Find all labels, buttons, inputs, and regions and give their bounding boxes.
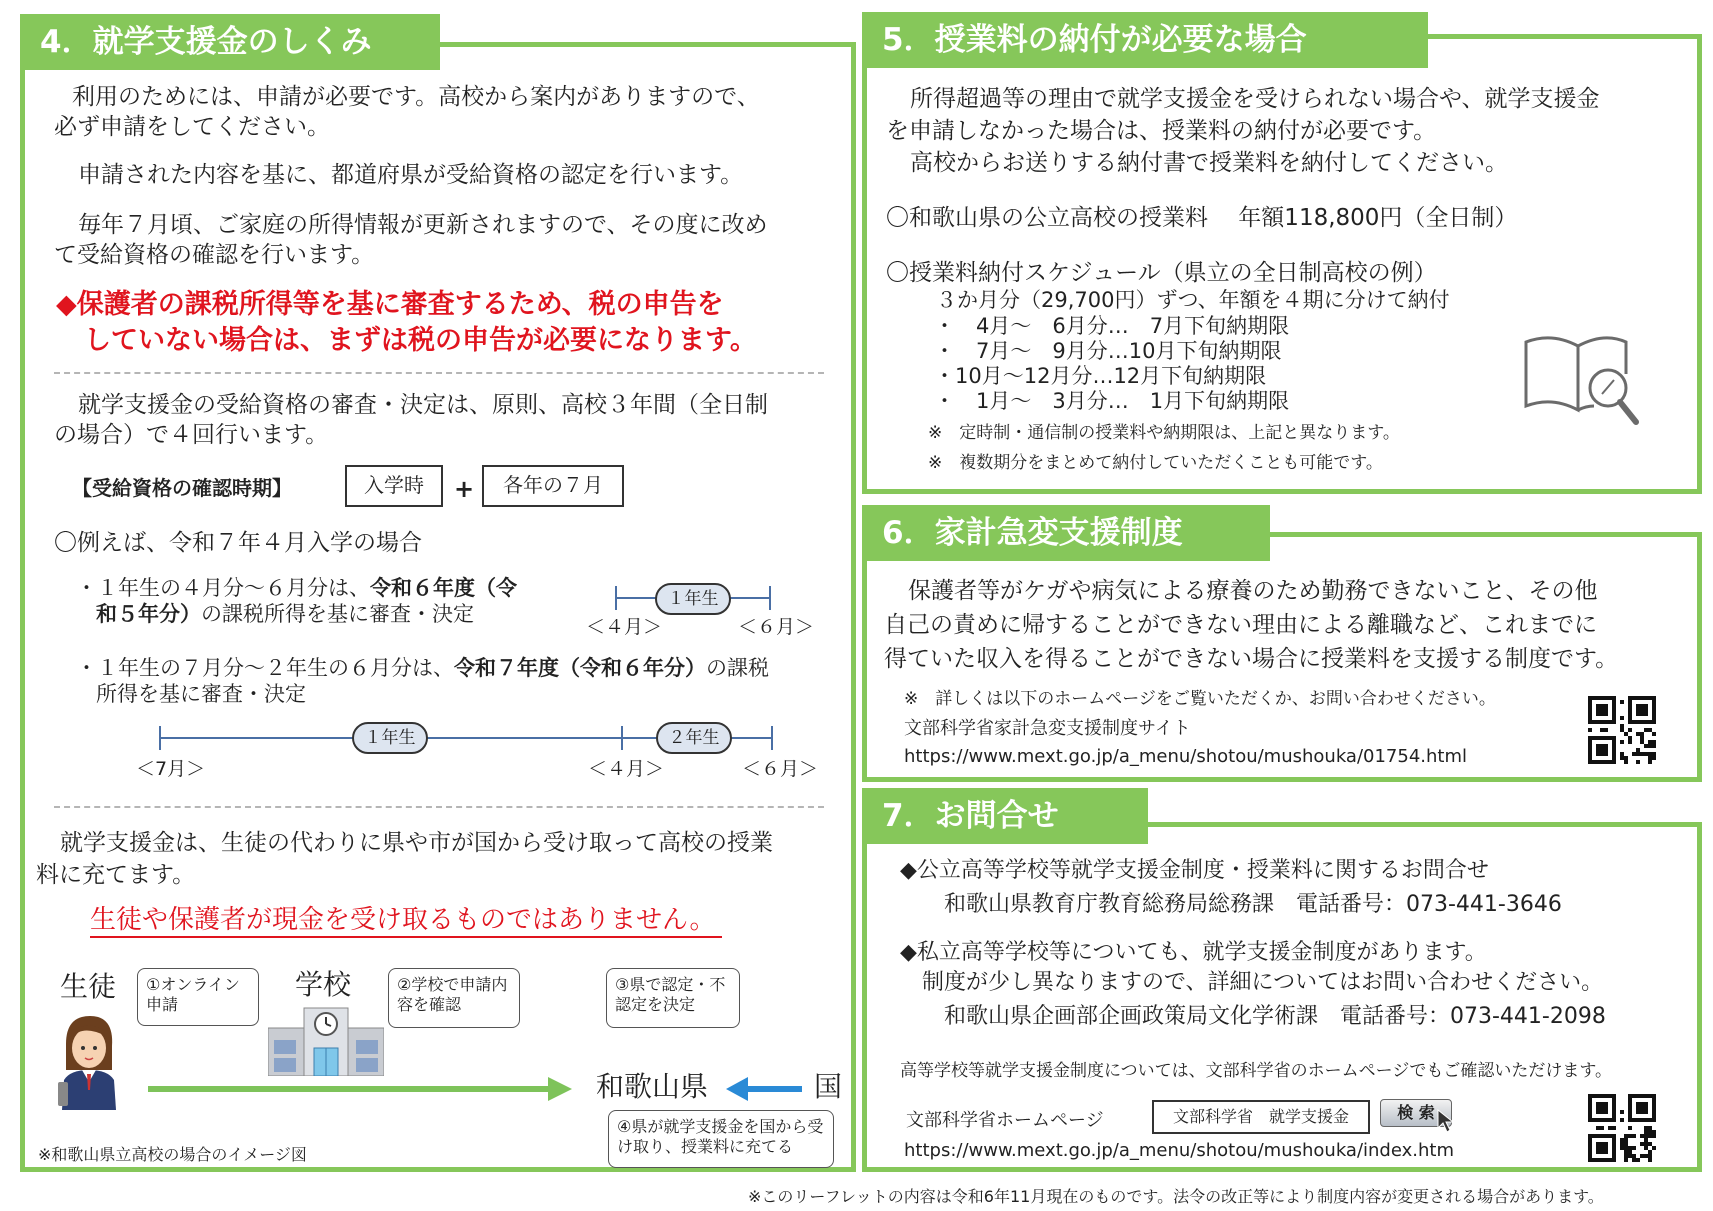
arrow-right-icon	[148, 1074, 572, 1104]
flow-nation-label: 国	[814, 1070, 843, 1103]
confirm-plus: +	[454, 475, 475, 503]
s5-fee: 〇和歌山県の公立高校の授業料 年額118,800円（全日制）	[886, 205, 1518, 231]
bullet-1-line2: 和５年分）の課税所得を基に審査・決定	[96, 602, 474, 626]
s4-paragraph-5a: 就学支援金は、生徒の代わりに県や市が国から受け取って高校の授業	[60, 830, 773, 856]
s5-paragraph-1a: 所得超過等の理由で就学支援金を受けられない場合や、就学支援金	[910, 86, 1600, 112]
section-5-title: 5．授業料の納付が必要な場合	[862, 12, 1428, 68]
timeline-1-pill: １年生	[655, 583, 731, 615]
divider	[54, 806, 824, 808]
s4-paragraph-1a: 利用のためには、申請が必要です。高校から案内がありますので、	[72, 84, 760, 110]
flow-student-label: 生徒	[60, 970, 117, 1003]
s7-inquiry-2-sub: 制度が少し異なりますので、詳細についてはお問い合わせください。	[922, 970, 1604, 995]
s6-paragraph-1a: 保護者等がケガや病気による療養のため勤務できないこと、その他	[908, 578, 1598, 604]
confirm-box-enrollment: 入学時	[345, 465, 443, 507]
flow-step-2: ②学校で申請内容を確認	[388, 968, 520, 1028]
flow-step-1: ①オンライン申請	[137, 968, 259, 1026]
search-input[interactable]: 文部科学省 就学支援金	[1152, 1100, 1370, 1134]
s7-hp-label: 文部科学省ホームページ	[906, 1110, 1104, 1131]
flow-step-4: ④県が就学支援金を国から受け取り、授業料に充てる	[608, 1110, 834, 1168]
confirm-box-july: 各年の７月	[482, 465, 624, 507]
s4-warning-1: ◆保護者の課税所得等を基に審査するため、税の申告を	[56, 289, 724, 320]
s4-example: 〇例えば、令和７年４月入学の場合	[54, 530, 422, 556]
bullet-2-line2: 所得を基に審査・決定	[96, 682, 306, 706]
s5-schedule-row: ・ 4月～ 6月分… 7月下旬納期限	[934, 314, 1290, 338]
s7-inquiry-1: ◆公立高等学校等就学支援金制度・授業料に関するお問合せ	[900, 858, 1489, 883]
school-building-icon	[268, 1004, 384, 1076]
confirm-period-label: 【受給資格の確認時期】	[72, 476, 292, 500]
cursor-icon	[1436, 1108, 1460, 1134]
flow-prefecture-label: 和歌山県	[596, 1070, 709, 1103]
search-button-label: 検 索	[1397, 1103, 1435, 1122]
flow-step-3: ③県で認定・不認定を決定	[606, 968, 740, 1028]
s6-paragraph-1c: 得ていた収入を得ることができない場合に授業料を支援する制度です。	[884, 646, 1619, 672]
timeline-2-label-1: ＜7月＞	[136, 758, 206, 780]
timeline-2-label-3: ＜６月＞	[742, 758, 819, 780]
timeline-1-left: ＜４月＞	[586, 616, 663, 638]
book-magnifier-icon	[1522, 330, 1640, 430]
s5-schedule-row: ・ 1月～ 3月分… 1月下旬納期限	[934, 389, 1290, 413]
s6-url[interactable]: https://www.mext.go.jp/a_menu/shotou/mushouka/01754.html	[904, 746, 1468, 767]
section-7-title: 7．お問合せ	[862, 788, 1148, 844]
qr-code-icon	[1588, 696, 1656, 764]
flow-caption: ※和歌山県立高校の場合のイメージ図	[38, 1145, 307, 1164]
s5-schedule-title: 〇授業料納付スケジュール（県立の全日制高校の例）	[886, 260, 1437, 286]
s5-paragraph-1b: を申請しなかった場合は、授業料の納付が必要です。	[886, 118, 1437, 144]
timeline-1-right: ＜６月＞	[738, 616, 815, 638]
footer-note: ※このリーフレットの内容は令和6年11月現在のものです。法令の改正等により制度内容が変更される場合があります。	[748, 1187, 1604, 1206]
arrow-left-icon	[726, 1076, 802, 1102]
bullet-1-line1: ・１年生の４月分～６月分は、令和６年度（令	[76, 576, 517, 600]
timeline-2-pill-1: １年生	[352, 722, 428, 754]
s5-schedule-row: ・ 7月～ 9月分…10月下旬納期限	[934, 339, 1282, 363]
s4-paragraph-4b: の場合）で４回行います。	[54, 422, 329, 448]
student-icon	[52, 1010, 124, 1110]
s7-inquiry-1-dept: 和歌山県教育庁教育総務局総務課 電話番号：073-441-3646	[944, 892, 1562, 917]
s4-paragraph-2: 申請された内容を基に、都道府県が受給資格の認定を行います。	[78, 162, 744, 188]
s5-note-1: ※ 定時制・通信制の授業料や納期限は、上記と異なります。	[928, 423, 1400, 443]
s5-schedule-row: ・10月～12月分…12月下旬納期限	[934, 364, 1267, 388]
s4-paragraph-3a: 毎年７月頃、ご家庭の所得情報が更新されますので、その度に改め	[78, 212, 768, 238]
s4-paragraph-5b: 料に充てます。	[36, 862, 196, 888]
bullet-2-line1: ・１年生の７月分～２年生の６月分は、令和７年度（令和６年分）の課税	[76, 656, 769, 680]
timeline-2-pill-2: ２年生	[656, 722, 732, 754]
divider	[54, 372, 824, 374]
s5-schedule-sub: ３か月分（29,700円）ずつ、年額を４期に分けて納付	[936, 288, 1450, 312]
section-6-title: 6．家計急変支援制度	[862, 505, 1270, 561]
s4-paragraph-4a: 就学支援金の受給資格の審査・決定は、原則、高校３年間（全日制	[78, 392, 768, 418]
flow-school-label: 学校	[295, 968, 352, 1001]
qr-code-icon	[1588, 1094, 1656, 1162]
s7-inquiry-2: ◆私立高等学校等についても、就学支援金制度があります。	[900, 940, 1487, 965]
s7-inquiry-2-dept: 和歌山県企画部企画政策局文化学術課 電話番号：073-441-2098	[944, 1004, 1606, 1029]
s4-warning-2: していない場合は、まずは税の申告が必要になります。	[84, 325, 757, 356]
section-4-title: 4．就学支援金のしくみ	[20, 14, 440, 70]
s5-paragraph-1c: 高校からお送りする納付書で授業料を納付してください。	[910, 150, 1508, 176]
s5-note-2: ※ 複数期分をまとめて納付していただくことも可能です。	[928, 453, 1383, 473]
s6-paragraph-1b: 自己の責めに帰することができない理由による離職など、これまでに	[884, 612, 1597, 638]
s6-site-name: 文部科学省家計急変支援制度サイト	[904, 718, 1191, 739]
s7-url[interactable]: https://www.mext.go.jp/a_menu/shotou/mushouka/index.htm	[904, 1140, 1454, 1161]
s4-paragraph-1b: 必ず申請をしてください。	[54, 114, 330, 140]
s4-notice: 生徒や保護者が現金を受け取るものではありません。	[90, 904, 722, 938]
s4-paragraph-3b: て受給資格の確認を行います。	[54, 242, 375, 268]
timeline-2-label-2: ＜４月＞	[588, 758, 665, 780]
s6-note: ※ 詳しくは以下のホームページをご覧いただくか、お問い合わせください。	[904, 689, 1496, 709]
s7-hp-note: 高等学校等就学支援金制度については、文部科学省のホームページでもご確認いただけます。	[900, 1061, 1612, 1081]
